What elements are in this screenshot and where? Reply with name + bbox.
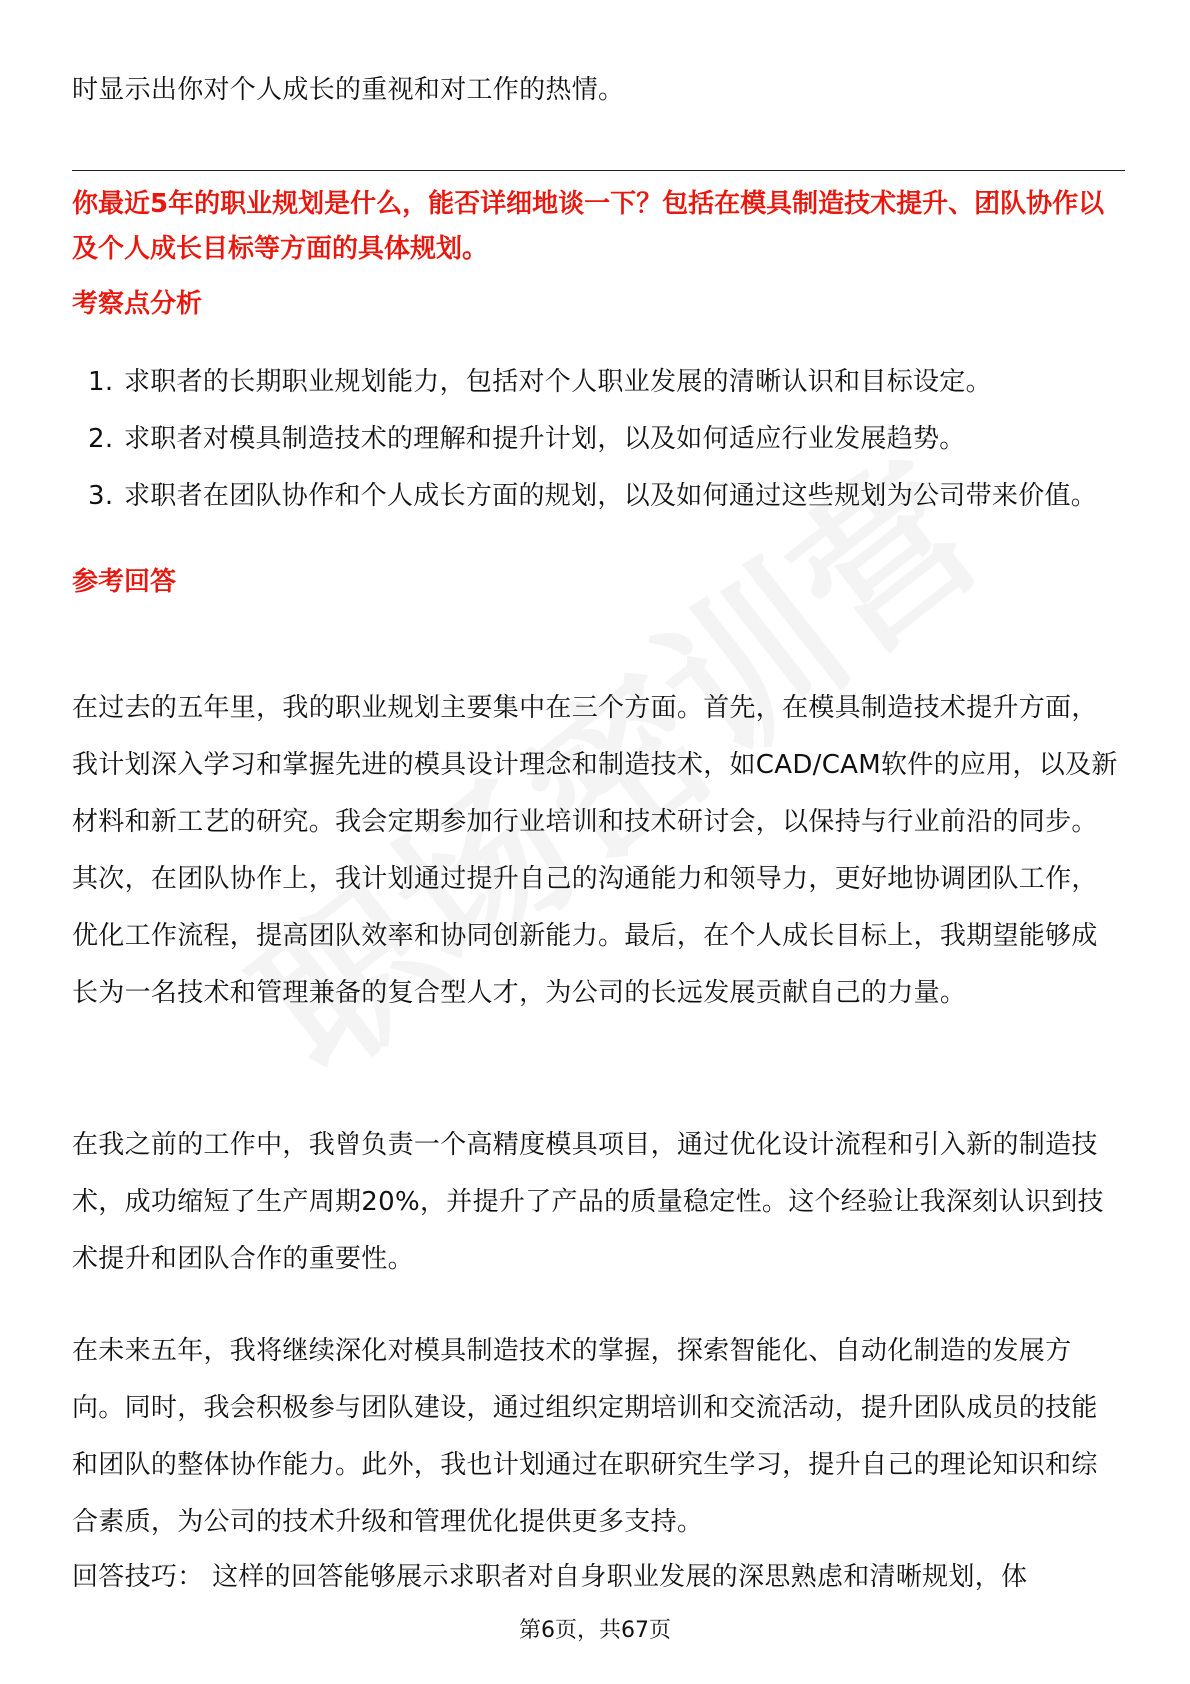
list-item: [72, 468, 1125, 525]
analysis-list: [72, 354, 1125, 525]
list-item-text: 求职者在团队协作和个人成长方面的规划，以及如何通过这些规划为公司带来价值。: [124, 481, 1098, 511]
list-item-number: 1.: [88, 367, 114, 397]
answer-paragraph: 在我之前的工作中，我曾负责一个高精度模具项目，通过优化设计流程和引入新的制造技术，成功缩短了生产周期20%，并提升了产品的质量稳定性。这个经验让我深刻认识到技术提升和团队合作的重要性。: [72, 1130, 1104, 1274]
answer-heading: 参考回答: [72, 567, 177, 597]
section-divider: [72, 170, 1125, 171]
list-item-number: 3.: [88, 481, 114, 511]
list-item: [72, 411, 1125, 468]
answer-paragraph: 在未来五年，我将继续深化对模具制造技术的掌握，探索智能化、自动化制造的发展方向。同时，我会积极参与团队建设，通过组织定期培训和交流活动，提升团队成员的技能和团队的整体协作能力。此外，我也计划通过在职研究生学习，提升自己的理论知识和综合素质，为公司的技术升级和管理优化提供更多支持。: [72, 1336, 1098, 1537]
intro-text: 时显示出你对个人成长的重视和对工作的热情。: [72, 75, 625, 105]
interview-question: 你最近5年的职业规划是什么，能否详细地谈一下？包括在模具制造技术提升、团队协作以及个人成长目标等方面的具体规划。: [72, 189, 1105, 264]
list-item-number: 2.: [88, 424, 114, 454]
list-item: [72, 354, 1125, 411]
answer-paragraph: 在过去的五年里，我的职业规划主要集中在三个方面。首先，在模具制造技术提升方面，我计划深入学习和掌握先进的模具设计理念和制造技术，如CAD/CAM软件的应用，以及新材料和新工艺的研究。我会定期参加行业培训和技术研讨会，以保持与行业前沿的同步。其次，在团队协作上，我计划通过提升自己的沟通能力和领导力，更好地协调团队工作，优化工作流程，提高团队效率和协同创新能力。最后，在个人成长目标上，我期望能够成长为一名技术和管理兼备的复合型人才，为公司的长远发展贡献自己的力量。: [72, 693, 1118, 1008]
page-number-footer: 第6页，共67页: [519, 1618, 671, 1643]
list-item-text: 求职者对模具制造技术的理解和提升计划，以及如何适应行业发展趋势。: [124, 424, 966, 454]
list-item-text: 求职者的长期职业规划能力，包括对个人职业发展的清晰认识和目标设定。: [124, 367, 992, 397]
analysis-heading: 考察点分析: [72, 289, 203, 319]
answer-tip: 回答技巧： 这样的回答能够展示求职者对自身职业发展的深思熟虑和清晰规划，体: [72, 1562, 1028, 1592]
